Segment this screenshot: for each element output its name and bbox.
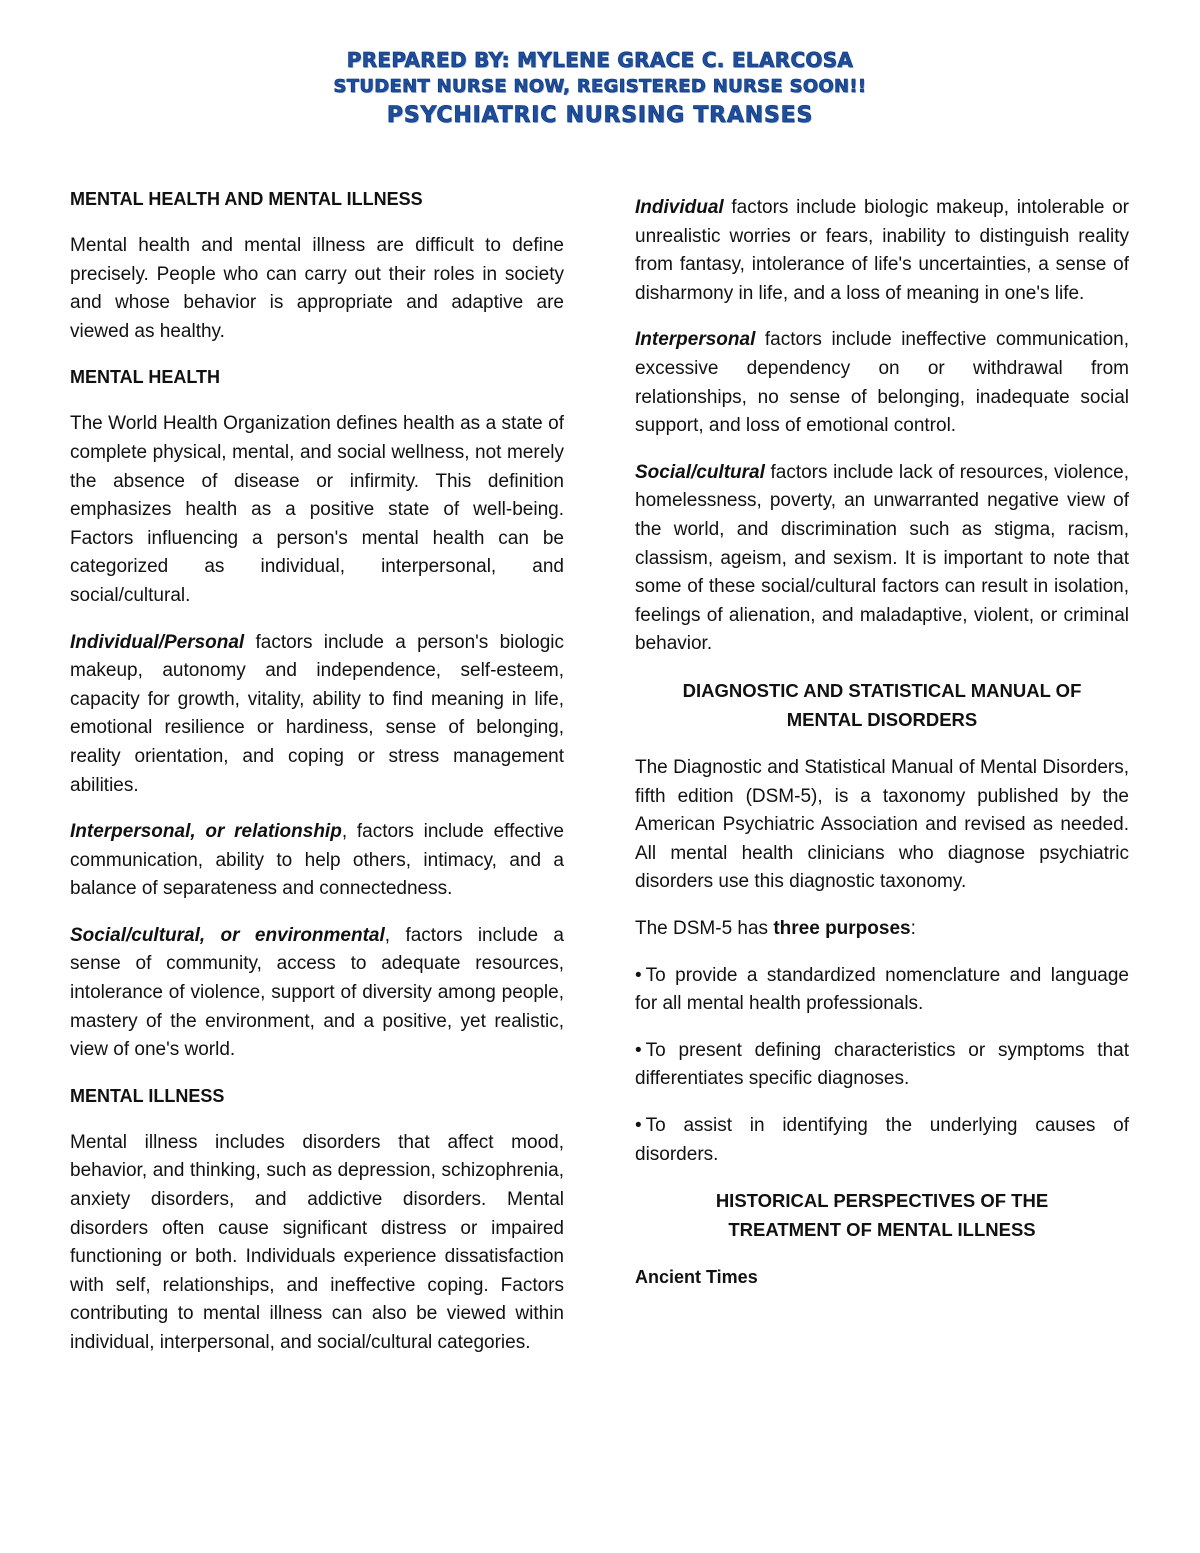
bullet-icon: •	[635, 964, 642, 986]
paragraph-text: factors include ineffective communication, excessive dependency on or withdrawal from relationships, no sense of belonging, inadequate social support, and loss of emotional control.	[635, 329, 1129, 437]
paragraph-dsm: The Diagnostic and Statistical Manual of Mental Disorders, fifth edition (DSM-5), is a taxonomy published by the American Psychiatric Association and revised as needed. All mental health clinicians who diagnose psychiatric disorders use this diagnostic taxonomy.	[635, 757, 1129, 893]
paragraph-text: The DSM-5 has	[635, 918, 774, 940]
prepared-by-line: PREPARED BY: MYLENE GRACE C. ELARCOSA	[346, 48, 854, 72]
term-interpersonal: Interpersonal	[635, 329, 756, 351]
paragraph-mental-illness: Mental illness includes disorders that affect mood, behavior, and thinking, such as depression, schizophrenia, anxiety disorders, and addictive disorders. Mental disorders often cause significant distress or impaired functioning or both. Individuals experience dissatisfaction with self, relationships, and ineffective coping. Factors contributing to mental illness can also be viewed within individual, interpersonal, and social/cultural categories.	[70, 1131, 564, 1353]
paragraph-text: factors include a person's biologic makeup, autonomy and independence, self-esteem, capacity for growth, vitality, ability to find meaning in life, emotional resilience or hardiness, sense of belonging, reality orientation, and coping or stress management abilities.	[70, 631, 564, 796]
heading-line: HISTORICAL PERSPECTIVES OF THE	[715, 1190, 1049, 1212]
list-item	[635, 1112, 1129, 1169]
heading-line: TREATMENT OF MENTAL ILLNESS	[728, 1218, 1036, 1240]
paragraph-who-definition: The World Health Organization defines health as a state of complete physical, mental, and social wellness, not merely the absence of disease or infirmity. This definition emphasizes health as a positive state of well-being. Factors influencing a person's mental health can be categorized as individual, interpersonal, and social/cultural.	[70, 413, 564, 606]
emphasis-three-purposes: three purposes	[773, 918, 911, 940]
section-heading-dsm	[635, 677, 1129, 734]
bullet-icon: •	[635, 1039, 642, 1061]
section-heading-mental-illness: MENTAL ILLNESS	[70, 1085, 225, 1106]
paragraph-text: , factors include a sense of community, access to adequate resources, intolerance of violence, support of diversity among people, mastery of the environment, and a positive, yet realistic, view of one's world.	[70, 924, 564, 1061]
document-header	[0, 46, 1200, 132]
section-heading-historical	[635, 1187, 1129, 1244]
term-social-cultural: Social/cultural	[635, 461, 765, 483]
tagline: STUDENT NURSE NOW, REGISTERED NURSE SOON!!	[333, 76, 867, 97]
right-column	[635, 194, 1129, 1310]
bullet-icon: •	[635, 1115, 642, 1137]
term-individual: Individual	[635, 197, 724, 218]
paragraph-text: :	[910, 918, 916, 940]
paragraph-intro: Mental health and mental illness are difficult to define precisely. People who can carry out their roles in society and whose behavior is appropriate and adaptive are viewed as healthy.	[70, 235, 564, 342]
list-item-text: To provide a standardized nomenclature and language for all mental health professionals.	[635, 964, 1129, 1015]
paragraph-individual-factors	[635, 194, 1129, 308]
left-column	[70, 186, 564, 1376]
subheading-ancient-times: Ancient Times	[635, 1267, 758, 1288]
list-item-text: To assist in identifying the underlying causes of disorders.	[635, 1115, 1129, 1165]
paragraph-interpersonal-factors	[635, 326, 1129, 440]
term-interpersonal-relationship: Interpersonal, or relationship	[70, 821, 342, 843]
paragraph-text: , factors include effective communication, ability to help others, intimacy, and a balance of separateness and connectedness.	[70, 821, 564, 900]
term-social-environmental: Social/cultural, or environmental	[70, 924, 385, 946]
list-item	[635, 962, 1129, 1019]
paragraph-individual-personal	[70, 629, 564, 801]
section-heading-mental-health: MENTAL HEALTH	[70, 367, 220, 388]
heading-line: MENTAL DISORDERS	[786, 708, 978, 730]
list-item-text: To present defining characteristics or symptoms that differentiates specific diagnoses.	[635, 1039, 1129, 1090]
paragraph-social-environmental	[70, 922, 564, 1065]
paragraph-social-cultural-factors	[635, 459, 1129, 659]
heading-line: DIAGNOSTIC AND STATISTICAL MANUAL OF	[682, 679, 1082, 701]
paragraph-text: factors include lack of resources, violence, homelessness, poverty, an unwarranted negative view of the world, and discrimination such as stigma, racism, classism, ageism, and sexism. It is important to note that some of these social/cultural factors can result in isolation, feelings of alienation, and maladaptive, violent, or criminal behavior.	[635, 461, 1129, 655]
section-heading-mental-health-and-illness: MENTAL HEALTH AND MENTAL ILLNESS	[70, 189, 423, 209]
paragraph-text: factors include biologic makeup, intolerable or unrealistic worries or fears, inability to distinguish reality from fantasy, intolerance of life's uncertainties, a sense of disharmony in life, and a loss of meaning in one's life.	[635, 197, 1129, 304]
term-individual-personal: Individual/Personal	[70, 631, 245, 653]
list-item	[635, 1037, 1129, 1094]
paragraph-purposes	[635, 915, 1129, 944]
document-title: PSYCHIATRIC NURSING TRANSES	[386, 103, 814, 128]
paragraph-interpersonal-relationship	[70, 818, 564, 904]
